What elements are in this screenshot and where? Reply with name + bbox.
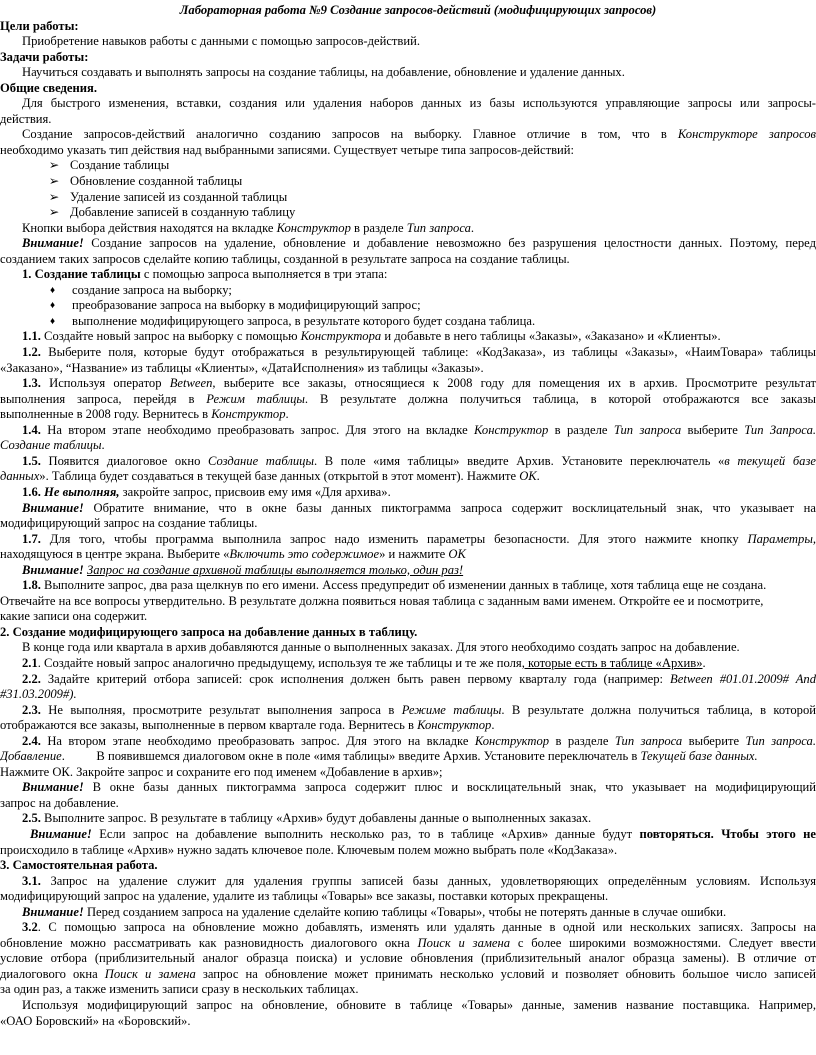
- warning-line: Внимание! Если запрос на добавление выполнить несколько раз, то в таблице «Архив» данные будут повторяться. Чтобы этого не: [30, 826, 816, 841]
- step-1-2: 1.2. Выберите поля, которые будут отображаться в результирующей таблице: «КодЗаказа», из таблицы «Заказы», «НаимТовара» таблицы: [22, 345, 816, 360]
- goals-heading: Цели работы:: [0, 18, 79, 33]
- section-2-heading: 2. Создание модифицирующего запроса на добавление данных в таблицу.: [0, 624, 418, 639]
- document-title: Лабораторная работа №9 Создание запросов-действий (модифицирующих запросов): [179, 3, 657, 17]
- paragraph-line: условие отбора (приблизительный аналог образца поиска) и условие обновления (приблизительный аналог образца замены). В отличие от: [0, 951, 816, 966]
- paragraph-line: модифицирующий запрос на создание таблицы.: [0, 516, 258, 531]
- paragraph-line: за один раз, а также изменить записи сразу в нескольких таблицах.: [0, 982, 359, 997]
- section-1-intro: 1. Создание таблицы с помощью запроса выполняется в три этапа:: [22, 267, 388, 282]
- paragraph-line: «ОАО Боровский» на «Боровский».: [0, 1013, 191, 1028]
- paragraph-line: выполненные в 2008 году. Вернитесь в Конструктор.: [0, 407, 289, 422]
- step-1-1: 1.1. Создайте новый запрос на выборку с помощью Конструктора и добавьте в него таблицы «Заказы», «Заказано» и «Клиенты».: [22, 329, 721, 344]
- paragraph-line: Добавление. В появившемся диалоговом окне в поле «имя таблицы» введите Архив. Установите переключатель в Текущей базе данных.: [0, 749, 758, 764]
- arrow-bullet-icon: ➢: [48, 189, 60, 204]
- step-1-6: 1.6. Не выполняя, закройте запрос, присвоив ему имя «Для архива».: [22, 484, 391, 499]
- step-1-3: 1.3. Используя оператор Between, выберите все заказы, относящиеся к 2008 году для помещения их в архив. Просмотрите результат: [22, 376, 816, 391]
- list-item: ♦ создание запроса на выборку;: [50, 282, 232, 297]
- paragraph-line: запрос на добавление.: [0, 795, 119, 810]
- warning-line: Внимание! В окне базы данных пиктограмма запроса содержит плюс и восклицательный знак, что указывает на модифицирующий: [22, 780, 816, 795]
- step-1-4: 1.4. На втором этапе необходимо преобразовать запрос. Для этого на вкладке Конструктор в разделе Тип запроса выберите Тип Запроса.: [22, 422, 816, 437]
- list-item: ♦ выполнение модифицирующего запроса, в результате которого будет создана таблица.: [50, 313, 536, 328]
- paragraph-line: происходило в таблице «Архив» нужно задать ключевое поле. Ключевым полем можно выбрать поле «КодЗаказа».: [0, 842, 618, 857]
- diamond-bullet-icon: ♦: [50, 284, 56, 296]
- step-2-1: 2.1. Создайте новый запрос аналогично предыдущему, используя те же таблицы и те же поля, которые есть в таблице «Архив».: [22, 655, 706, 670]
- section-3-heading: 3. Самостоятельная работа.: [0, 858, 158, 873]
- paragraph-line: Отвечайте на все вопросы утвердительно. В результате должна появиться новая таблица с заданным вами именем. Откройте ее и посмотрите,: [0, 593, 764, 608]
- step-2-4: 2.4. На втором этапе необходимо преобразовать запрос. Для этого на вкладке Конструктор в разделе Тип запроса выберите Тип запроса.: [22, 733, 816, 748]
- arrow-bullet-icon: ➢: [48, 205, 60, 220]
- paragraph-line: отображаются все заказы, выполненные в первом квартале года. Вернитесь в Конструктор.: [0, 718, 495, 733]
- step-2-3: 2.3. Не выполняя, просмотрите результат выполнения запроса в Режиме таблицы. В результате должна получиться таблица, в которой: [22, 702, 816, 717]
- paragraph-line: модифицирующий запрос на удаление, удалите из таблицы «Товары» все заказы, поставки которых прекращены.: [0, 889, 609, 904]
- list-item: ♦ преобразование запроса на выборку в модифицирующий запрос;: [50, 298, 421, 313]
- paragraph-line: Кнопки выбора действия находятся на вкладке Конструктор в разделе Тип запроса.: [22, 220, 475, 235]
- step-3-1: 3.1. Запрос на удаление служит для удаления группы записей базы данных, удовлетворяющих определённым условиям. Используя: [22, 873, 816, 888]
- paragraph-line: Используя модифицирующий запрос на обновление, обновите в таблице «Товары» данные, заменив название поставщика. Например,: [22, 998, 816, 1012]
- paragraph-line: В конце года или квартала в архив добавляются данные о выполненных заказах. Для этого необходимо создать запрос на добавление.: [22, 640, 740, 655]
- tasks-heading: Задачи работы:: [0, 49, 89, 64]
- paragraph-line: Создание таблицы.: [0, 438, 105, 453]
- paragraph-line: данных». Таблица будет создаваться в текущей базе данных (открытой в этот момент). Нажмите ОК.: [0, 469, 540, 484]
- paragraph-line: Нажмите ОК. Закройте запрос и сохраните его под именем «Добавление в архив»;: [0, 764, 443, 779]
- diamond-bullet-icon: ♦: [50, 300, 56, 312]
- paragraph-line: обновление можно рассматривать как разновидность диалогового окна Поиск и замена с более широкими возможностями. Следует ввести: [0, 935, 816, 950]
- step-2-2: 2.2. Задайте критерий отбора записей: срок исполнения должен быть равен первому кварталу года (например: Between #01.01.2009# And: [22, 671, 816, 686]
- warning-line: Внимание! Запрос на создание архивной таблицы выполняется только, один раз!: [22, 562, 464, 577]
- arrow-bullet-icon: ➢: [48, 174, 60, 189]
- step-1-5: 1.5. Появится диалоговое окно Создание таблицы. В поле «имя таблицы» введите Архив. Установите переключатель «в текущей базе: [22, 453, 816, 468]
- goals-text: Приобретение навыков работы с данными с помощью запросов-действий.: [22, 34, 420, 49]
- paragraph-line: какие записи она содержит.: [0, 609, 148, 624]
- list-item: ➢ Обновление созданной таблицы: [0, 174, 816, 190]
- step-1-7: 1.7. Для того, чтобы программа выполнила запрос надо изменить параметры безопасности. Для этого нажмите кнопку Параметры,: [22, 531, 816, 546]
- paragraph-line: Для быстрого изменения, вставки, создания или удаления наборов данных из базы используются управляющие запросы или запросы-: [22, 96, 816, 111]
- paragraph-line: Создание запросов-действий аналогично созданию запросов на выборку. Главное отличие в том, что в Конструкторе запросов: [22, 127, 816, 142]
- paragraph-line: находящуюся в центре экрана. Выберите «Включить это содержимое» и нажмите ОК: [0, 547, 466, 562]
- paragraph-line: диалогового окна Поиск и замена запрос на обновление может принимать несколько условий и позволяет обновить большое число записей: [0, 966, 816, 981]
- paragraph-line: действия.: [0, 111, 52, 126]
- warning-line: Внимание! Обратите внимание, что в окне базы данных пиктограмма запроса содержит восклицательный знак, что указывает на: [22, 500, 816, 515]
- diamond-bullet-icon: ♦: [50, 315, 56, 327]
- arrow-bullet-icon: ➢: [48, 158, 60, 173]
- general-heading: Общие сведения.: [0, 80, 97, 95]
- step-2-5: 2.5. Выполните запрос. В результате в таблицу «Архив» будут добавлены данные о выполненных заказах.: [22, 811, 592, 826]
- list-item: ➢ Удаление записей из созданной таблицы: [0, 190, 816, 206]
- paragraph-line: созданием таких запросов сделайте копию таблицы, созданной в результате запроса на создание таблицы.: [0, 251, 570, 266]
- list-item: ➢ Добавление записей в созданную таблицу: [0, 205, 816, 221]
- warning-line: Внимание! Создание запросов на удаление, обновление и добавление невозможно без разрушения целостности данных. Поэтому, перед: [22, 236, 816, 251]
- paragraph-line: «Заказано», “Название» из таблицы «Клиенты», «ДатаИсполнения» из таблицы «Заказы».: [0, 360, 484, 375]
- list-item: ➢ Создание таблицы: [0, 158, 816, 174]
- paragraph-line: #31.03.2009#).: [0, 687, 77, 702]
- paragraph-line: выполнения запроса, перейдя в Режим таблицы. В результате должна получиться таблица, в которой отображаются все заказы: [0, 391, 816, 406]
- tasks-text: Научиться создавать и выполнять запросы на создание таблицы, на добавление, обновление и удаление данных.: [22, 65, 625, 80]
- paragraph-line: необходимо указать тип действия над выбранными записями. Существует четыре типа запросов-действий:: [0, 142, 574, 157]
- step-1-8: 1.8. Выполните запрос, два раза щелкнув по его имени. Access предупредит об изменении данных в таблице, хотя таблица еще не создана.: [22, 578, 767, 593]
- warning-line: Внимание! Перед созданием запроса на удаление сделайте копию таблицы «Товары», чтобы не потерять данные в случае ошибки.: [22, 904, 727, 919]
- step-3-2: 3.2. С помощью запроса на обновление можно добавлять, изменять или удалять данные в одной или нескольких записях. Запросы на: [22, 920, 816, 935]
